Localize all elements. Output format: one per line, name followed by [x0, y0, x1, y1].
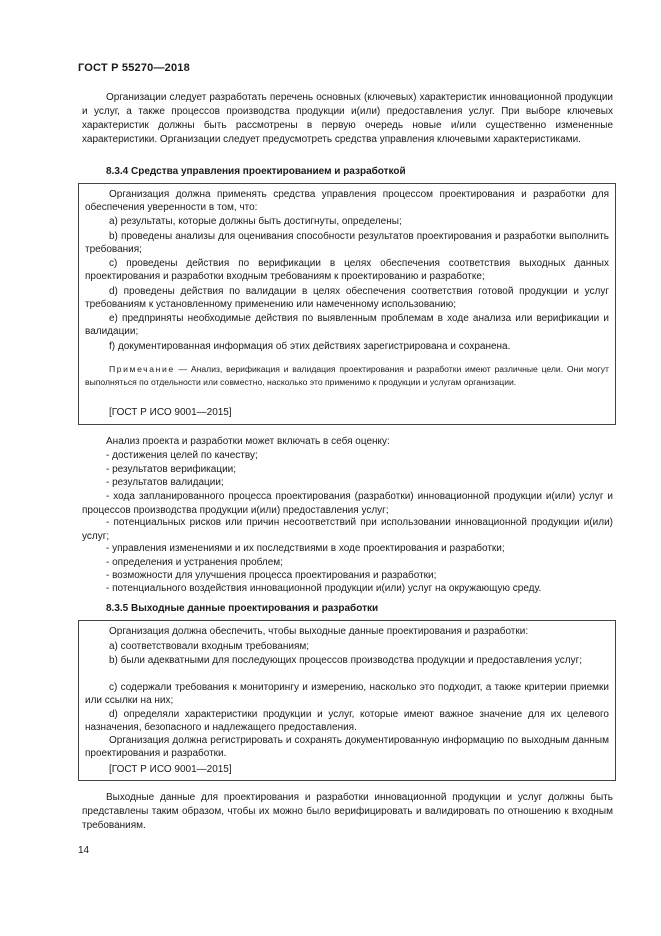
box2-item-a: а) соответствовали входным требованиям; [109, 641, 310, 652]
quote-box-8-3-5 [78, 620, 616, 781]
analysis-item-7: - определения и устранения проблем; [106, 557, 283, 568]
page-number: 14 [78, 845, 90, 856]
note-label: Примечание [109, 364, 175, 374]
section-8-3-4-heading: 8.3.4 Средства управления проектированием и разработкой [106, 166, 406, 177]
box2-item-d: d) определяли характеристики продукции и услуг, которые имеют важное значение для их целевого назначения, безопасного и надлежащего предоставления. [85, 709, 609, 733]
box1-reference: [ГОСТ Р ИСО 9001—2015] [109, 407, 232, 418]
box2-item-b: b) были адекватными для последующих процессов производства продукции и предоставления услуг; [109, 655, 583, 666]
box2-closing: Организация должна регистрировать и сохранять документированную информацию по выходным данным проектирования и разработки. [85, 735, 609, 759]
box1-item-e: е) предприняты необходимые действия по выявленным проблемам в ходе анализа или верификации и валидации; [85, 313, 609, 337]
analysis-item-4: - хода запланированного процесса проектирования (разработки) инновационной продукции и(или) услуг и процессов производства продукции и(или) предоставления услуг; [82, 491, 613, 516]
analysis-item-2: - результатов верификации; [106, 464, 237, 475]
section-8-3-5-heading: 8.3.5 Выходные данные проектирования и разработки [106, 603, 379, 614]
box1-item-f: f) документированная информация об этих действиях зарегистрирована и сохранена. [109, 341, 511, 352]
box2-item-c: с) содержали требования к мониторингу и измерению, насколько это подходит, а также критерии приемки или ссылки на них; [85, 682, 609, 706]
box2-reference: [ГОСТ Р ИСО 9001—2015] [109, 764, 232, 775]
analysis-item-6: - управления изменениями и их последствиями в ходе проектирования и разработки; [106, 543, 505, 554]
document-code-header: ГОСТ Р 55270—2018 [78, 62, 190, 74]
analysis-lead: Анализ проекта и разработки может включать в себя оценку: [106, 436, 390, 447]
note-text: — Анализ, верификация и валидация проектирования и разработки имеют различные цели. Они могут выполняться по отдельности или совместно, насколько это применимо к продукции и услугам организации. [85, 364, 609, 387]
box1-item-c: с) проведены действия по верификации в целях обеспечения соответствия выходных данных проектирования и разработки входным требованиям к проектированию и разработке; [85, 258, 609, 282]
box1-item-a: а) результаты, которые должны быть достигнуты, определены; [109, 216, 402, 227]
outro-paragraph: Выходные данные для проектирования и разработки инновационной продукции и услуг должны быть представлены таким образом, чтобы их можно было верифицировать и валидировать по отношению к входным требованиям. [82, 792, 613, 831]
analysis-item-8: - возможности для улучшения процесса проектирования и разработки; [106, 570, 437, 581]
analysis-item-3: - результатов валидации; [106, 477, 224, 488]
box2-lead: Организация должна обеспечить, чтобы выходные данные проектирования и разработки: [109, 626, 529, 637]
box1-note [85, 363, 609, 389]
quote-box-8-3-4 [78, 183, 616, 425]
box1-item-d: d) проведены действия по валидации в целях обеспечения соответствия готовой продукции и услуг требованиям к установленному применению или намеченному использованию; [85, 286, 609, 310]
intro-paragraph: Организации следует разработать перечень основных (ключевых) характеристик инновационной продукции и услуг, а также процессов производства продукции и(или) предоставления услуг. При выборе ключевых характеристик должны быть рассмотрены в первую очередь новые и/или существенно измененные характеристики. Организации следует предусмотреть средства управления ключевыми характеристиками. [82, 92, 613, 145]
box1-lead: Организация должна применять средства управления процессом проектирования и разработки для обеспечения уверенности в том, что: [85, 189, 609, 213]
analysis-item-1: - достижения целей по качеству; [106, 450, 258, 461]
analysis-item-9: - потенциального воздействия инновационной продукции и(или) услуг на окружающую среду. [106, 583, 542, 594]
box1-item-b: b) проведены анализы для оценивания способности результатов проектирования и разработки выполнить требования; [85, 231, 609, 255]
analysis-item-5: - потенциальных рисков или причин несоответствий при использовании инновационной продукции и(или) услуг; [82, 517, 613, 542]
